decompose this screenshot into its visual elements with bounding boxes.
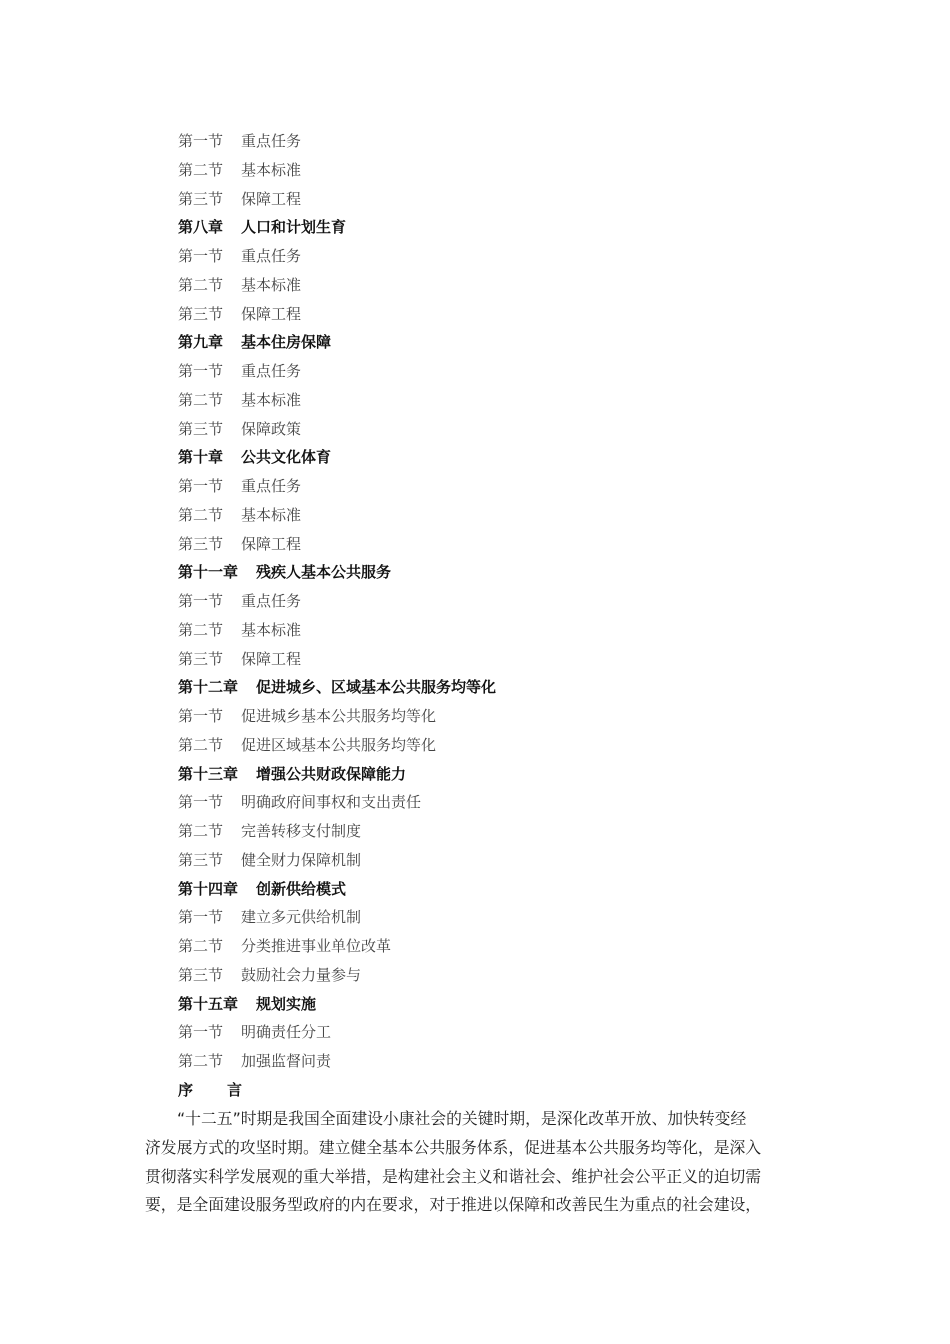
section-number: 第二节 [178, 275, 224, 294]
chapter-title: 创新供给模式 [256, 879, 347, 898]
section-title: 基本标准 [241, 620, 302, 639]
toc-section [178, 932, 828, 961]
section-number: 第三节 [178, 649, 224, 668]
toc-section [178, 645, 828, 674]
toc-section [178, 530, 828, 559]
table-of-contents [178, 127, 828, 1105]
section-number: 第一节 [178, 592, 224, 610]
chapter-number: 第十章 [178, 448, 224, 467]
section-number: 第三节 [178, 850, 224, 869]
section-title: 保障工程 [241, 189, 302, 208]
chapter-number: 第九章 [178, 333, 224, 352]
toc-chapter [178, 760, 828, 789]
section-title: 重点任务 [241, 477, 302, 495]
section-number: 第二节 [178, 735, 224, 754]
section-title: 分类推进事业单位改革 [241, 937, 392, 955]
chapter-number: 第十五章 [178, 994, 239, 1013]
toc-section [178, 702, 828, 731]
chapter-number: 第十三章 [178, 764, 239, 783]
preface-line: 济发展方式的攻坚时期。建立健全基本公共服务体系，促进基本公共服务均等化，是深入 [145, 1137, 762, 1157]
section-number: 第二节 [178, 620, 224, 639]
section-number: 第三节 [178, 419, 224, 438]
preface-heading [178, 1076, 828, 1105]
toc-section [178, 587, 828, 616]
section-number: 第二节 [178, 937, 224, 955]
preface-line: 要，是全面建设服务型政府的内在要求，对于推进以保障和改善民生为重点的社会建设， [145, 1195, 762, 1215]
toc-section [178, 185, 828, 214]
chapter-title: 基本住房保障 [241, 333, 332, 352]
section-title: 基本标准 [241, 275, 302, 294]
toc-section [178, 242, 828, 271]
section-number: 第二节 [178, 390, 224, 409]
preface-line: 贯彻落实科学发展观的重大举措，是构建社会主义和谐社会、维护社会公平正义的迫切需 [145, 1166, 762, 1186]
section-title: 促进城乡基本公共服务均等化 [241, 707, 437, 725]
section-title: 保障工程 [241, 649, 302, 668]
toc-chapter [178, 673, 828, 702]
toc-section [178, 300, 828, 329]
section-number: 第三节 [178, 534, 224, 553]
section-number: 第三节 [178, 304, 224, 323]
chapter-number: 第八章 [178, 218, 224, 237]
toc-section [178, 357, 828, 386]
toc-section [178, 1047, 828, 1076]
section-title: 重点任务 [241, 132, 302, 150]
toc-chapter [178, 875, 828, 904]
toc-section [178, 415, 828, 444]
preface-heading-char-2: 言 [227, 1080, 243, 1099]
section-number: 第二节 [178, 822, 224, 840]
section-number: 第一节 [178, 362, 224, 380]
toc-chapter [178, 443, 828, 472]
section-number: 第一节 [178, 247, 224, 265]
toc-chapter [178, 213, 828, 242]
section-title: 建立多元供给机制 [241, 908, 362, 927]
chapter-title: 人口和计划生育 [241, 218, 347, 237]
chapter-number: 第十四章 [178, 879, 239, 898]
toc-chapter [178, 990, 828, 1019]
toc-section [178, 501, 828, 530]
chapter-title: 残疾人基本公共服务 [256, 563, 392, 582]
preface-heading-char-1: 序 [178, 1080, 194, 1099]
section-number: 第三节 [178, 965, 224, 984]
section-title: 鼓励社会力量参与 [241, 965, 362, 984]
chapter-number: 第十二章 [178, 678, 239, 697]
toc-chapter [178, 328, 828, 357]
chapter-title: 公共文化体育 [241, 448, 332, 467]
section-title: 基本标准 [241, 390, 302, 409]
section-title: 重点任务 [241, 247, 302, 265]
section-number: 第一节 [178, 908, 224, 927]
toc-section [178, 903, 828, 932]
section-title: 保障工程 [241, 534, 302, 553]
toc-section [178, 817, 828, 846]
preface-body [145, 1105, 805, 1220]
section-number: 第二节 [178, 1052, 224, 1070]
section-title: 保障政策 [241, 419, 302, 438]
toc-section [178, 156, 828, 185]
section-number: 第一节 [178, 132, 224, 150]
section-title: 促进区域基本公共服务均等化 [241, 735, 437, 754]
toc-section [178, 731, 828, 760]
preface-line: “十二五”时期是我国全面建设小康社会的关键时期，是深化改革开放、加快转变经 [177, 1109, 747, 1128]
toc-section [178, 1018, 828, 1047]
section-number: 第一节 [178, 477, 224, 495]
section-title: 基本标准 [241, 160, 302, 179]
toc-section [178, 386, 828, 415]
section-number: 第二节 [178, 505, 224, 524]
section-title: 明确责任分工 [241, 1023, 332, 1042]
toc-chapter [178, 558, 828, 587]
section-title: 完善转移支付制度 [241, 822, 362, 840]
section-number: 第一节 [178, 707, 224, 725]
section-title: 保障工程 [241, 304, 302, 323]
section-title: 明确政府间事权和支出责任 [241, 793, 422, 812]
chapter-title: 增强公共财政保障能力 [256, 764, 407, 783]
section-title: 加强监督问责 [241, 1052, 332, 1070]
chapter-title: 促进城乡、区域基本公共服务均等化 [256, 678, 497, 697]
section-title: 重点任务 [241, 362, 302, 380]
toc-section [178, 961, 828, 990]
section-title: 基本标准 [241, 505, 302, 524]
section-number: 第三节 [178, 189, 224, 208]
toc-section [178, 788, 828, 817]
section-title: 健全财力保障机制 [241, 850, 362, 869]
section-number: 第一节 [178, 793, 224, 812]
toc-section [178, 472, 828, 501]
chapter-title: 规划实施 [256, 994, 317, 1013]
section-number: 第一节 [178, 1023, 224, 1042]
toc-section [178, 616, 828, 645]
chapter-number: 第十一章 [178, 563, 239, 582]
section-number: 第二节 [178, 160, 224, 179]
toc-section [178, 127, 828, 156]
toc-section [178, 271, 828, 300]
section-title: 重点任务 [241, 592, 302, 610]
toc-section [178, 846, 828, 875]
